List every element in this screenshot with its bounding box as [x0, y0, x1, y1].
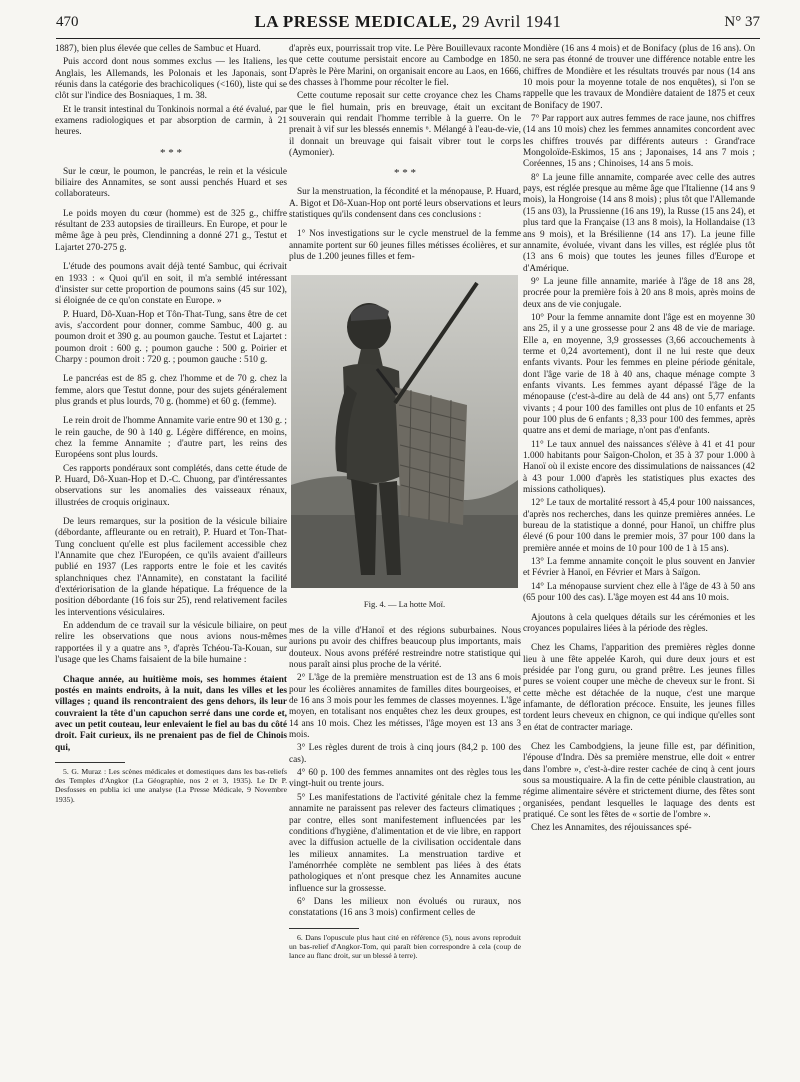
paragraph: 10° Pour la femme annamite dont l'âge est en moyenne 30 ans 25, il y a une grossesse pour 2 ans 48 de vie de mariage. Elle a, en moyenne, 3,9 grossesses (3,66 accouchements à terme et 0,24 avortement), dont il ne lui reste que deux enfants vivants. Pour les femmes en pleine période génitale, dont l'âge varie de 18 à 40 ans, chaque ménage compte 3 enfants vivants. Les femmes ayant dépassé l'âge de la ménopause (c'est-à-dire au delà de 44 ans) ont 5,77 enfants vivants ; 4 pour 100 des familles ont plus de 10 enfants et 25 pour 100 plus de 6 enfants ; 8,33 pour 100 des femmes, après quatre ans et demi de mariage, n'ont pas d'enfants. — [523, 312, 755, 437]
paragraph: d'après eux, pourrissait trop vite. Le Père Bouillevaux raconte que cette coutume persistait encore au Cambodge en 1850. D'après le Père Marini, on organisait encore au Laos, en 1666, des chasses à l'homme pour récolter le fiel. — [289, 44, 521, 89]
paragraph: 13° La femme annamite conçoit le plus souvent en Janvier et Février à Hanoï, en Février et Mars à Saïgon. — [523, 557, 755, 579]
paragraph: 5° Les manifestations de l'activité génitale chez la femme annamite ne paraissent pas relever des facteurs climatiques ; par contre, elles sont manifestement influencées par les conditions d'hygiène, d'alimentation et de vie libre, en rapport avec la diffusion actuelle de la civilisation occidentale dans les milieux annamites. La menstruation tardive et l'aménorrhée complète ne semblent pas liées à des états pathologiques et n'ont presque chez les Annamites aucune influence sur la grossesse. — [289, 792, 521, 894]
column-left — [55, 44, 287, 806]
paragraph: Sur la menstruation, la fécondité et la ménopause, P. Huard, A. Bigot et Dô-Xuan-Hop ont porté leurs observations et leurs statistiques qu'ils condensent dans ces conclusions : — [289, 187, 521, 221]
column-right — [523, 44, 755, 837]
paragraph: Le pancréas est de 85 g. chez l'homme et de 70 g. chez la femme, alors que Testut donne, pour des sujets généralement plus grands et plus lourds, 70 g. (homme) et 60 g. (femme). — [55, 374, 287, 407]
section-separator: * * * — [160, 146, 182, 159]
paragraph: Sur le cœur, le poumon, le pancréas, le rein et la vésicule biliaire des Annamites, se sont aussi penchés Huard et ses collaborateurs. — [55, 166, 287, 200]
paragraph: 1° Nos investigations sur le cycle menstruel de la femme annamite portent sur 60 jeunes filles métisses écolières, et sur plus de 1.200 jeunes filles et fem- — [289, 229, 521, 263]
issue-number: N° 37 — [724, 14, 760, 30]
page-number: 470 — [56, 14, 79, 30]
paragraph: Le poids moyen du cœur (homme) est de 325 g., chiffre résultant de 233 autopsies de tirailleurs. En Europe, et pour le même âge à peu près, Clendinning a donné 271 g., Testut et Lajartet 270-275 g. — [55, 208, 287, 253]
paragraph: L'étude des poumons avait déjà tenté Sambuc, qui écrivait en 1933 : « Quoi qu'il en soit, il m'a semblé intéressant d'insister sur cette proportion de poumons sains (45 sur 102), si éloignée de ce qu'on constate en Europe. » — [55, 262, 287, 307]
quotation: Chaque année, au huitième mois, ses hommes étaient postés en maints endroits, à la nuit, dans les villes et les villages ; quand ils rencontraient des gens dehors, ils leur couvraient la tête d'un capuchon serré dans une corde et, avec un petit couteau, leur enlevaient le fiel au bas du côté droit. Fait curieux, ils ne prenaient pas de fiel de Chinois qui, — [55, 674, 287, 753]
paragraph: 7° Par rapport aux autres femmes de race jaune, nos chiffres (14 ans 10 mois) chez les femmes annamites concordent avec les chiffres trouvés par différents auteurs : Grand'race Mongoloïde-Eskimos, 15 ans ; Japonaises, 14 ans 7 mois ; Coréennes, 15 ans ; Chinoises, 14 ans 5 mois. — [523, 114, 755, 170]
footnote-6: 6. Dans l'opuscule plus haut cité en référence (5), nous avons reproduit un bas-relief d'Angkor-Tom, qui paraît bien correspondre à cela (coup de lance au flanc droit, sur un blessé à terre). — [289, 932, 521, 960]
paragraph: Chez les Annamites, des réjouissances spé- — [531, 823, 692, 834]
paragraph: 8° La jeune fille annamite, comparée avec celle des autres pays, est réglée presque au même âge que l'Italienne (14 ans 9 mois), la Hongroise (14 ans 8 mois) ; plus tôt que l'Allemande (15 ans 03), la Prussienne (16 ans 19), la Russe (15 ans 24), et plus tard que la Française (13 ans 8 mois), la Hollandaise (13 ans 9 mois), et la Brésilienne (14 ans 17). La jeune fille annamite, évoluée, vivant dans les villes, est réglée plus tôt (13 ans 6 mois) que toutes les jeunes filles d'Europe et d'Amérique. — [523, 172, 755, 274]
paragraph: Cette coutume reposait sur cette croyance chez les Chams que le fiel humain, pris en breuvage, était un excitant souverain qui rendait l'homme terrible à la guerre. On le prenait à vif sur les blessés ennemis ⁶. Mélangé à l'eau-de-vie, il donnait un breuvage qui faisait vibrer tout le corps (Aymonier). — [289, 91, 521, 159]
running-title — [56, 12, 760, 32]
paragraph: 1887), bien plus élevée que celles de Sambuc et Huard. — [55, 44, 261, 54]
column-middle-top — [289, 44, 521, 266]
paragraph: Et le transit intestinal du Tonkinois normal a été évalué, par examens radiologiques et par absorption de carmin, à 21 heures. — [55, 104, 287, 138]
footnote-5: 5. G. Muraz : Les scènes médicales et domestiques dans les bas-reliefs des Temples d'Angkor (La Géographie, nos 2 et 3, 1935). Le Dr P. Desfosses en publia ici une analyse (La Presse Médicale, 9 Novembre 1935). — [55, 766, 287, 804]
footnote-rule — [55, 762, 125, 763]
paragraph: Chez les Chams, l'apparition des premières règles donne lieu à une fête appelée Karoh, qui dure deux jours et est présidée par l'ong guru, ou grand prêtre. Les jeunes filles pures se voient couper une mèche de cheveux sur le front. Si cette mèche est détachée de la nuque, c'est une marque infamante, de défloration précoce. Ensuite, les jeunes filles tordent leurs cheveux en chignon, ce qui indique qu'elles sont en état de contracter mariage. — [523, 643, 755, 733]
paragraph: P. Huard, Dô-Xuan-Hop et Tôn-That-Tung, sans être de cet avis, s'accordent pour donner, comme Sambuc, 400 g. au poumon droit et 390 g. au poumon gauche. Testut et Lajartet : poumon droit : 600 g. ; poumon gauche : 500 g. Poirier et Charpy : poumon droit : 720 g. ; poumon gauche : 510 g. — [55, 309, 287, 365]
column-middle-bottom — [289, 626, 521, 962]
paragraph: Ces rapports pondéraux sont complétés, dans cette étude de P. Huard, Dô-Xuan-Hop et D.-C. Chuong, par d'intéressantes observations sur les anomalies des vaisseaux rénaux, illustrées de croquis originaux. — [55, 463, 287, 508]
paragraph: 4° 60 p. 100 des femmes annamites ont des règles tous les vingt-huit ou trente jours. — [289, 768, 521, 790]
paragraph: Mondière (16 ans 4 mois) et de Bonifacy (plus de 16 ans). On ne sera pas étonné de trouver une différence notable entre les chiffres de Mondière et les résultats trouvés par nous (14 ans 10 mois pour la moyenne totale de nos enquêtes), si l'on se rappelle que les travaux de Mondière dataient de 1875 et ceux de Bonifacy de 1907. — [523, 44, 755, 111]
paragraph: 2° L'âge de la première menstruation est de 13 ans 6 mois pour les écolières annamites de familles dites bourgeoises, et de 16 ans 3 mois pour les femmes de classes moyennes. L'âge moyen, en totalisant nos enquêtes chez les deux groupes, est 14 ans 10 mois. Chez les métisses, l'âge moyen est 13 ans 3 mois. — [289, 673, 521, 741]
paragraph: Le rein droit de l'homme Annamite varie entre 90 et 130 g. ; le rein gauche, de 90 à 140 g. Légère différence, en moins, chez la femme Annamite ; d'autre part, les reins des Européens sont plus lourds. — [55, 416, 287, 461]
paragraph: Ajoutons à cela quelques détails sur les cérémonies et les croyances populaires liées à la période des règles. — [523, 612, 755, 634]
figure-caption: Fig. 4. — La hotte Moï. — [363, 599, 446, 609]
paragraph: 12° Le taux de mortalité ressort à 45,4 pour 100 naissances, d'après nos recherches, dans les quinze premières années. Le bureau de la statistique a donné, pour Hanoï, un chiffre plus élevé (6 pour 100 dans le premier mois, 37 pour 100 dans la première année et moins de 10 pour 100 de 1 à 15 ans). — [523, 498, 755, 554]
paragraph: 14° La ménopause survient chez elle à l'âge de 43 à 50 ans (65 pour 100 des cas). L'âge moyen est 44 ans 10 mois. — [523, 581, 755, 604]
photo-illustration — [291, 275, 518, 588]
footnote-rule — [289, 928, 359, 929]
paragraph: En addendum de ce travail sur la vésicule biliaire, on peut relire les observations que nous avions nous-mêmes rapportées il y a quatre ans ⁵, d'après Tchéou-Ta-Kouan, sur l'usage que les Chams faisaient de la bile humaine : — [55, 621, 287, 666]
paragraph: 3° Les règles durent de trois à cinq jours (84,2 p. 100 des cas). — [289, 743, 521, 765]
journal-title: LA PRESSE MEDICALE, — [254, 12, 458, 31]
paragraph: De leurs remarques, sur la position de la vésicule biliaire (débordante, affleurante ou en retrait), P. Huard et Ton-That-Tung concluent qu'elle est plus facilement accessible chez l'Annamite que chez l'Européen, ce qu'ils avaient d'ailleurs publié en 1937 (Les rapports entre le foie et les cavités splanchniques chez l'Annamite), en constatant la facilité d'extériorisation de la glande hépatique. La fréquence de la position débordante (16 fois sur 25), rend relativement faciles les interventions vésiculaires. — [55, 517, 287, 618]
figure-photograph — [291, 275, 518, 588]
section-separator: * * * — [394, 167, 416, 180]
paragraph: 11° Le taux annuel des naissances s'élève à 41 et 41 pour 1.000 habitants pour Saïgon-Cholon, et 35 à 37 pour 1.000 à Hanoï où il existe encore des dissimulations de naissances (42 à 43 pour 1.000 d'après les statistiques plus exactes des missions catholiques). — [523, 439, 755, 496]
paragraph: 9° La jeune fille annamite, mariée à l'âge de 18 ans 28, procrée pour la première fois à 20 ans 8 mois, après moins de deux ans de vie conjugale. — [523, 276, 755, 310]
page-header — [56, 14, 760, 39]
paragraph: Chez les Cambodgiens, la jeune fille est, par définition, l'épouse d'Indra. Dès sa première menstrue, elle doit « entrer dans l'ombre », c'est-à-dire rester cachée de cinq à cent jours sous sa moustiquaire. A la fin de cette pénible claustration, au régime alimentaire sévère et strictement diurne, des fêtes sont organisées, pendant lesquelles le laquage des dents est pratiqué. Ce sont les fêtes de « sortie de l'ombre ». — [523, 741, 755, 820]
paragraph: Puis accord dont nous sommes exclus — les Italiens, les Anglais, les Allemands, les Polonais et les Japonais, sont réunis dans la catégorie des brachicoliques (<160), liste qui se clôt sur l'indice des Bosniaques, 1 m. 38. — [55, 57, 287, 102]
issue-date: 29 Avril 1941 — [461, 12, 562, 31]
paragraph: mes de la ville d'Hanoï et des régions suburbaines. Nous aurions pu avoir des chiffres beaucoup plus importants, mais douteux. Nous avons préféré restreindre notre statistique qui nous paraît ainsi plus proche de la vérité. — [289, 626, 521, 671]
paragraph: 6° Dans les milieux non évolués ou ruraux, nos constatations (16 ans 3 mois) confirment celles de — [289, 896, 521, 919]
